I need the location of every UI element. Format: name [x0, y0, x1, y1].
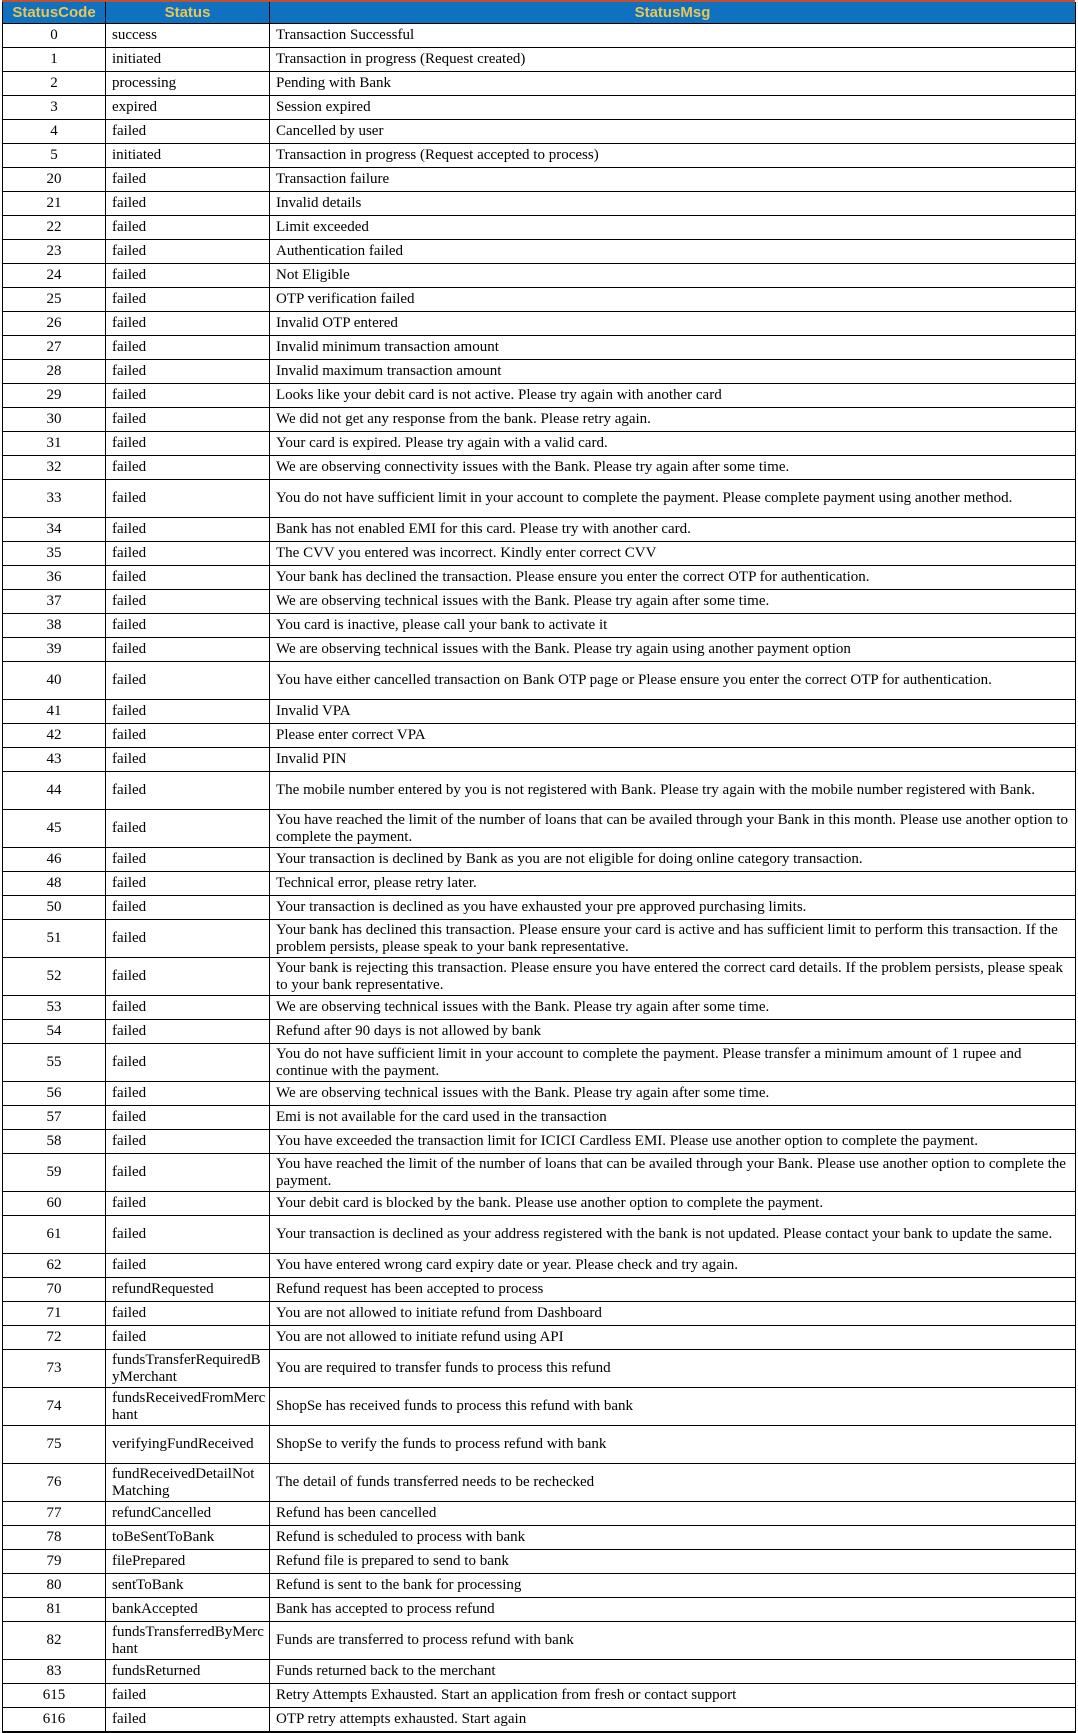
status-codes-table: [2, 2, 1076, 1733]
table-row: [3, 240, 1076, 264]
statusmsg-cell: OTP verification failed: [270, 288, 1076, 312]
statusmsg-cell: Your bank has declined this transaction. Please ensure your card is active and has sufficient limit to perform this transaction. If the problem persists, please speak to your bank representative.: [270, 920, 1076, 958]
status-code-table-container: [2, 0, 1075, 1733]
table-row: [3, 48, 1076, 72]
statusmsg-cell: Refund has been cancelled: [270, 1502, 1076, 1526]
statuscode-cell: 3: [3, 96, 106, 120]
statusmsg-cell: Session expired: [270, 96, 1076, 120]
statusmsg-cell: You are required to transfer funds to process this refund: [270, 1350, 1076, 1388]
statusmsg-cell: Your transaction is declined as your address registered with the bank is not updated. Please contact your bank to update the same.: [270, 1216, 1076, 1254]
table-body: [3, 24, 1076, 1733]
statuscode-cell: 0: [3, 24, 106, 48]
statusmsg-cell: Funds returned back to the merchant: [270, 1660, 1076, 1684]
statuscode-cell: 24: [3, 264, 106, 288]
table-row: [3, 996, 1076, 1020]
statuscode-cell: 54: [3, 1020, 106, 1044]
table-row: [3, 1254, 1076, 1278]
table-row: [3, 1574, 1076, 1598]
table-row: [3, 700, 1076, 724]
status-cell: failed: [106, 1192, 270, 1216]
status-cell: failed: [106, 700, 270, 724]
status-cell: failed: [106, 1684, 270, 1708]
header-row: [3, 2, 1076, 24]
status-cell: failed: [106, 360, 270, 384]
table-row: [3, 144, 1076, 168]
table-row: [3, 896, 1076, 920]
status-cell: failed: [106, 542, 270, 566]
statusmsg-cell: The mobile number entered by you is not registered with Bank. Please try again with the mobile number registered with Bank.: [270, 772, 1076, 810]
statusmsg-cell: Transaction failure: [270, 168, 1076, 192]
status-cell: failed: [106, 168, 270, 192]
table-row: [3, 1082, 1076, 1106]
statuscode-cell: 57: [3, 1106, 106, 1130]
statuscode-cell: 1: [3, 48, 106, 72]
table-row: [3, 1464, 1076, 1502]
table-row: [3, 772, 1076, 810]
statuscode-cell: 75: [3, 1426, 106, 1464]
status-cell: failed: [106, 810, 270, 848]
status-cell: failed: [106, 192, 270, 216]
statusmsg-cell: Refund request has been accepted to process: [270, 1278, 1076, 1302]
table-row: [3, 1020, 1076, 1044]
statuscode-cell: 72: [3, 1326, 106, 1350]
status-cell: fundReceivedDetailNotMatching: [106, 1464, 270, 1502]
statuscode-cell: 4: [3, 120, 106, 144]
statuscode-cell: 62: [3, 1254, 106, 1278]
status-cell: processing: [106, 72, 270, 96]
statuscode-cell: 20: [3, 168, 106, 192]
statusmsg-cell: You have reached the limit of the number of loans that can be availed through your Bank in this month. Please use another option to complete the payment.: [270, 810, 1076, 848]
table-row: [3, 590, 1076, 614]
statuscode-cell: 41: [3, 700, 106, 724]
table-row: [3, 1302, 1076, 1326]
statusmsg-cell: Bank has accepted to process refund: [270, 1598, 1076, 1622]
table-row: [3, 1622, 1076, 1660]
statusmsg-cell: Emi is not available for the card used in the transaction: [270, 1106, 1076, 1130]
statuscode-cell: 50: [3, 896, 106, 920]
statuscode-cell: 46: [3, 848, 106, 872]
statuscode-cell: 53: [3, 996, 106, 1020]
status-cell: failed: [106, 408, 270, 432]
status-cell: sentToBank: [106, 1574, 270, 1598]
status-cell: expired: [106, 96, 270, 120]
statusmsg-cell: You are not allowed to initiate refund from Dashboard: [270, 1302, 1076, 1326]
table-row: [3, 566, 1076, 590]
statusmsg-cell: Authentication failed: [270, 240, 1076, 264]
statuscode-cell: 32: [3, 456, 106, 480]
statuscode-cell: 39: [3, 638, 106, 662]
statuscode-cell: 61: [3, 1216, 106, 1254]
statuscode-cell: 59: [3, 1154, 106, 1192]
statusmsg-cell: You have exceeded the transaction limit for ICICI Cardless EMI. Please use another option to complete the payment.: [270, 1130, 1076, 1154]
status-cell: failed: [106, 480, 270, 518]
statusmsg-cell: Refund is scheduled to process with bank: [270, 1526, 1076, 1550]
status-cell: failed: [106, 216, 270, 240]
status-cell: failed: [106, 1082, 270, 1106]
status-cell: failed: [106, 996, 270, 1020]
table-row: [3, 120, 1076, 144]
statusmsg-cell: Transaction in progress (Request accepted to process): [270, 144, 1076, 168]
statuscode-cell: 71: [3, 1302, 106, 1326]
statuscode-cell: 36: [3, 566, 106, 590]
statusmsg-cell: You do not have sufficient limit in your account to complete the payment. Please complete payment using another method.: [270, 480, 1076, 518]
status-cell: failed: [106, 662, 270, 700]
statuscode-cell: 48: [3, 872, 106, 896]
status-cell: fundsTransferRequiredByMerchant: [106, 1350, 270, 1388]
table-row: [3, 920, 1076, 958]
table-row: [3, 24, 1076, 48]
status-cell: failed: [106, 264, 270, 288]
statuscode-cell: 60: [3, 1192, 106, 1216]
statuscode-cell: 31: [3, 432, 106, 456]
statusmsg-cell: Retry Attempts Exhausted. Start an application from fresh or contact support: [270, 1684, 1076, 1708]
statusmsg-cell: You have reached the limit of the number of loans that can be availed through your Bank. Please use another option to complete the payment.: [270, 1154, 1076, 1192]
statusmsg-cell: You have entered wrong card expiry date or year. Please check and try again.: [270, 1254, 1076, 1278]
status-cell: failed: [106, 748, 270, 772]
status-cell: fundsReceivedFromMerchant: [106, 1388, 270, 1426]
statusmsg-cell: Your bank has declined the transaction. Please ensure you enter the correct OTP for authentication.: [270, 566, 1076, 590]
status-cell: bankAccepted: [106, 1598, 270, 1622]
statusmsg-cell: Pending with Bank: [270, 72, 1076, 96]
statusmsg-cell: We are observing technical issues with the Bank. Please try again using another payment option: [270, 638, 1076, 662]
table-row: [3, 312, 1076, 336]
status-cell: failed: [106, 1130, 270, 1154]
table-row: [3, 614, 1076, 638]
statuscode-cell: 45: [3, 810, 106, 848]
statuscode-cell: 40: [3, 662, 106, 700]
statusmsg-cell: Your debit card is blocked by the bank. Please use another option to complete the payment.: [270, 1192, 1076, 1216]
status-cell: failed: [106, 1044, 270, 1082]
statusmsg-cell: Looks like your debit card is not active. Please try again with another card: [270, 384, 1076, 408]
status-cell: toBeSentToBank: [106, 1526, 270, 1550]
table-row: [3, 748, 1076, 772]
table-row: [3, 336, 1076, 360]
table-row: [3, 518, 1076, 542]
table-row: [3, 1502, 1076, 1526]
statusmsg-cell: Refund file is prepared to send to bank: [270, 1550, 1076, 1574]
table-row: [3, 384, 1076, 408]
status-cell: failed: [106, 518, 270, 542]
statuscode-cell: 616: [3, 1708, 106, 1733]
table-row: [3, 1044, 1076, 1082]
status-cell: failed: [106, 456, 270, 480]
status-cell: refundRequested: [106, 1278, 270, 1302]
statusmsg-cell: Cancelled by user: [270, 120, 1076, 144]
statuscode-cell: 80: [3, 1574, 106, 1598]
statusmsg-cell: Limit exceeded: [270, 216, 1076, 240]
statuscode-cell: 42: [3, 724, 106, 748]
statuscode-cell: 55: [3, 1044, 106, 1082]
statusmsg-cell: ShopSe has received funds to process this refund with bank: [270, 1388, 1076, 1426]
statuscode-cell: 78: [3, 1526, 106, 1550]
table-row: [3, 1106, 1076, 1130]
table-row: [3, 542, 1076, 566]
statuscode-cell: 21: [3, 192, 106, 216]
table-row: [3, 1684, 1076, 1708]
status-cell: verifyingFundReceived: [106, 1426, 270, 1464]
table-row: [3, 1192, 1076, 1216]
status-cell: failed: [106, 1020, 270, 1044]
statuscode-cell: 83: [3, 1660, 106, 1684]
statuscode-cell: 37: [3, 590, 106, 614]
status-cell: success: [106, 24, 270, 48]
statusmsg-cell: Refund is sent to the bank for processing: [270, 1574, 1076, 1598]
statusmsg-cell: Invalid OTP entered: [270, 312, 1076, 336]
statusmsg-cell: The detail of funds transferred needs to be rechecked: [270, 1464, 1076, 1502]
statusmsg-cell: Invalid details: [270, 192, 1076, 216]
column-header-statuscode: StatusCode: [3, 2, 106, 24]
statuscode-cell: 29: [3, 384, 106, 408]
statuscode-cell: 27: [3, 336, 106, 360]
status-cell: failed: [106, 958, 270, 996]
statusmsg-cell: Invalid minimum transaction amount: [270, 336, 1076, 360]
statuscode-cell: 52: [3, 958, 106, 996]
status-cell: refundCancelled: [106, 1502, 270, 1526]
statusmsg-cell: Your transaction is declined as you have exhausted your pre approved purchasing limits.: [270, 896, 1076, 920]
statusmsg-cell: Transaction Successful: [270, 24, 1076, 48]
statuscode-cell: 81: [3, 1598, 106, 1622]
statusmsg-cell: Invalid VPA: [270, 700, 1076, 724]
statusmsg-cell: Not Eligible: [270, 264, 1076, 288]
table-row: [3, 1660, 1076, 1684]
status-cell: fundsTransferredByMerchant: [106, 1622, 270, 1660]
table-row: [3, 1526, 1076, 1550]
table-row: [3, 1388, 1076, 1426]
table-row: [3, 872, 1076, 896]
statuscode-cell: 30: [3, 408, 106, 432]
status-cell: failed: [106, 384, 270, 408]
table-row: [3, 810, 1076, 848]
statuscode-cell: 58: [3, 1130, 106, 1154]
status-cell: failed: [106, 1216, 270, 1254]
statuscode-cell: 34: [3, 518, 106, 542]
statusmsg-cell: The CVV you entered was incorrect. Kindly enter correct CVV: [270, 542, 1076, 566]
statuscode-cell: 25: [3, 288, 106, 312]
statuscode-cell: 23: [3, 240, 106, 264]
status-cell: failed: [106, 240, 270, 264]
statusmsg-cell: We are observing technical issues with the Bank. Please try again after some time.: [270, 1082, 1076, 1106]
table-row: [3, 1708, 1076, 1733]
table-row: [3, 1326, 1076, 1350]
statuscode-cell: 38: [3, 614, 106, 638]
statuscode-cell: 74: [3, 1388, 106, 1426]
table-row: [3, 1550, 1076, 1574]
statuscode-cell: 70: [3, 1278, 106, 1302]
status-cell: failed: [106, 566, 270, 590]
status-cell: initiated: [106, 144, 270, 168]
table-row: [3, 1154, 1076, 1192]
status-cell: failed: [106, 1302, 270, 1326]
status-cell: initiated: [106, 48, 270, 72]
statusmsg-cell: We did not get any response from the bank. Please retry again.: [270, 408, 1076, 432]
table-row: [3, 432, 1076, 456]
table-row: [3, 264, 1076, 288]
statusmsg-cell: ShopSe to verify the funds to process refund with bank: [270, 1426, 1076, 1464]
statuscode-cell: 79: [3, 1550, 106, 1574]
status-cell: fundsReturned: [106, 1660, 270, 1684]
statusmsg-cell: Invalid PIN: [270, 748, 1076, 772]
statuscode-cell: 44: [3, 772, 106, 810]
statuscode-cell: 35: [3, 542, 106, 566]
statusmsg-cell: Your card is expired. Please try again with a valid card.: [270, 432, 1076, 456]
statuscode-cell: 33: [3, 480, 106, 518]
statusmsg-cell: Transaction in progress (Request created): [270, 48, 1076, 72]
table-row: [3, 480, 1076, 518]
statusmsg-cell: We are observing technical issues with the Bank. Please try again after some time.: [270, 590, 1076, 614]
status-cell: failed: [106, 590, 270, 614]
table-row: [3, 192, 1076, 216]
status-cell: failed: [106, 1708, 270, 1733]
table-row: [3, 958, 1076, 996]
table-row: [3, 96, 1076, 120]
status-cell: failed: [106, 432, 270, 456]
statusmsg-cell: Refund after 90 days is not allowed by bank: [270, 1020, 1076, 1044]
status-cell: failed: [106, 896, 270, 920]
statusmsg-cell: You have either cancelled transaction on Bank OTP page or Please ensure you enter the correct OTP for authentication.: [270, 662, 1076, 700]
statusmsg-cell: You do not have sufficient limit in your account to complete the payment. Please transfer a minimum amount of 1 rupee and continue with the payment.: [270, 1044, 1076, 1082]
status-cell: failed: [106, 288, 270, 312]
statusmsg-cell: Bank has not enabled EMI for this card. Please try with another card.: [270, 518, 1076, 542]
statuscode-cell: 26: [3, 312, 106, 336]
status-cell: failed: [106, 1106, 270, 1130]
status-cell: failed: [106, 1254, 270, 1278]
table-row: [3, 456, 1076, 480]
status-cell: failed: [106, 638, 270, 662]
statusmsg-cell: We are observing technical issues with the Bank. Please try again after some time.: [270, 996, 1076, 1020]
table-header: [3, 2, 1076, 24]
statuscode-cell: 51: [3, 920, 106, 958]
status-cell: failed: [106, 848, 270, 872]
table-row: [3, 1278, 1076, 1302]
statusmsg-cell: You card is inactive, please call your bank to activate it: [270, 614, 1076, 638]
statusmsg-cell: Please enter correct VPA: [270, 724, 1076, 748]
statusmsg-cell: You are not allowed to initiate refund using API: [270, 1326, 1076, 1350]
table-row: [3, 360, 1076, 384]
status-cell: failed: [106, 724, 270, 748]
statuscode-cell: 43: [3, 748, 106, 772]
status-cell: failed: [106, 336, 270, 360]
table-row: [3, 288, 1076, 312]
table-row: [3, 1216, 1076, 1254]
statuscode-cell: 77: [3, 1502, 106, 1526]
table-row: [3, 724, 1076, 748]
status-cell: failed: [106, 872, 270, 896]
statuscode-cell: 22: [3, 216, 106, 240]
table-row: [3, 638, 1076, 662]
table-row: [3, 848, 1076, 872]
table-row: [3, 1598, 1076, 1622]
statuscode-cell: 615: [3, 1684, 106, 1708]
statusmsg-cell: Your bank is rejecting this transaction. Please ensure you have entered the correct card details. If the problem persists, please speak to your bank representative.: [270, 958, 1076, 996]
column-header-statusmsg: StatusMsg: [270, 2, 1076, 24]
status-cell: failed: [106, 312, 270, 336]
status-cell: filePrepared: [106, 1550, 270, 1574]
status-cell: failed: [106, 1154, 270, 1192]
table-row: [3, 662, 1076, 700]
column-header-status: Status: [106, 2, 270, 24]
table-row: [3, 1130, 1076, 1154]
statusmsg-cell: OTP retry attempts exhausted. Start again: [270, 1708, 1076, 1733]
statuscode-cell: 82: [3, 1622, 106, 1660]
status-cell: failed: [106, 1326, 270, 1350]
status-cell: failed: [106, 920, 270, 958]
statusmsg-cell: Technical error, please retry later.: [270, 872, 1076, 896]
statuscode-cell: 76: [3, 1464, 106, 1502]
statuscode-cell: 2: [3, 72, 106, 96]
statusmsg-cell: Your transaction is declined by Bank as you are not eligible for doing online category transaction.: [270, 848, 1076, 872]
status-cell: failed: [106, 614, 270, 638]
statusmsg-cell: We are observing connectivity issues with the Bank. Please try again after some time.: [270, 456, 1076, 480]
table-row: [3, 168, 1076, 192]
table-row: [3, 408, 1076, 432]
status-cell: failed: [106, 772, 270, 810]
table-row: [3, 1426, 1076, 1464]
status-cell: failed: [106, 120, 270, 144]
table-row: [3, 216, 1076, 240]
table-row: [3, 1350, 1076, 1388]
statusmsg-cell: Funds are transferred to process refund with bank: [270, 1622, 1076, 1660]
statuscode-cell: 28: [3, 360, 106, 384]
statuscode-cell: 5: [3, 144, 106, 168]
table-row: [3, 72, 1076, 96]
statuscode-cell: 56: [3, 1082, 106, 1106]
statuscode-cell: 73: [3, 1350, 106, 1388]
statusmsg-cell: Invalid maximum transaction amount: [270, 360, 1076, 384]
